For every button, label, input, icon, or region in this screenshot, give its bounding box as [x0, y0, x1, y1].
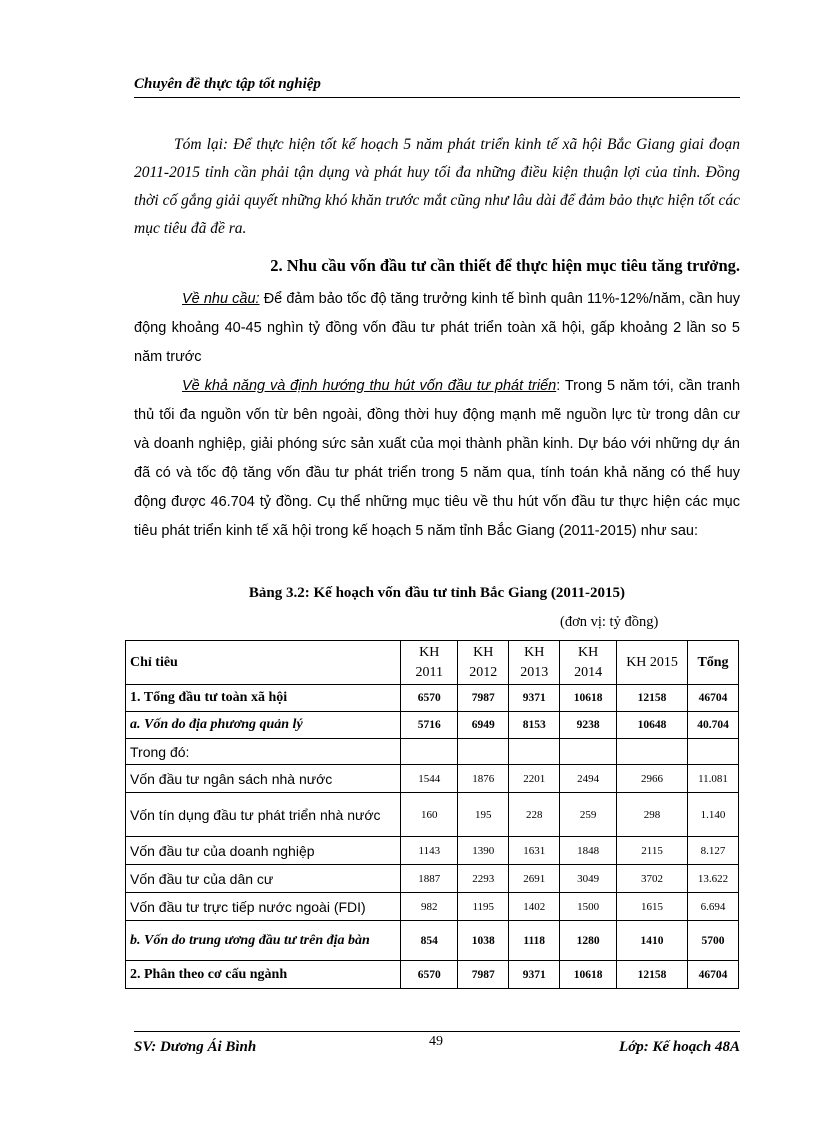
- cell: 6570: [401, 685, 458, 712]
- cell: 1631: [509, 837, 560, 865]
- cell: 13.622: [688, 865, 739, 893]
- cell: [688, 739, 739, 765]
- cell: 2966: [617, 765, 688, 793]
- cell: 2115: [617, 837, 688, 865]
- cell: 1390: [458, 837, 509, 865]
- cell: 1195: [458, 893, 509, 921]
- page-footer: [134, 1031, 740, 1062]
- row-label: 2. Phân theo cơ cấu ngành: [126, 961, 401, 989]
- cell: 1402: [509, 893, 560, 921]
- cell: 1118: [509, 921, 560, 961]
- table-row: [126, 793, 739, 837]
- cell: [458, 739, 509, 765]
- table-row: [126, 865, 739, 893]
- cell: 854: [401, 921, 458, 961]
- cell: 1.140: [688, 793, 739, 837]
- cell: 7987: [458, 685, 509, 712]
- column-header: Chỉ tiêu: [126, 641, 401, 685]
- row-label: Vốn đầu tư ngân sách nhà nước: [126, 765, 401, 793]
- cell: 5700: [688, 921, 739, 961]
- cell: 11.081: [688, 765, 739, 793]
- cell: 12158: [617, 685, 688, 712]
- cell: 3702: [617, 865, 688, 893]
- cell: 982: [401, 893, 458, 921]
- cell: 12158: [617, 961, 688, 989]
- column-header: KH 2011: [401, 641, 458, 685]
- summary-paragraph: [134, 131, 740, 243]
- cell: 3049: [560, 865, 617, 893]
- footer-student: SV: Dương Ái Bình: [134, 1039, 257, 1055]
- cell: 9371: [509, 961, 560, 989]
- page-header: [134, 76, 740, 98]
- investment-table: [125, 640, 739, 989]
- row-label: Trong đó:: [126, 739, 401, 765]
- row-label: Vốn đầu tư của doanh nghiệp: [126, 837, 401, 865]
- row-label: a. Vốn do địa phương quản lý: [126, 712, 401, 739]
- cell: [509, 739, 560, 765]
- cell: 2201: [509, 765, 560, 793]
- cell: 6949: [458, 712, 509, 739]
- cell: 10648: [617, 712, 688, 739]
- cell: [560, 739, 617, 765]
- cell: 1280: [560, 921, 617, 961]
- cell: [401, 739, 458, 765]
- row-label: Vốn đầu tư trực tiếp nước ngoài (FDI): [126, 893, 401, 921]
- column-header: Tổng: [688, 641, 739, 685]
- cell: 2494: [560, 765, 617, 793]
- column-header: KH 2012: [458, 641, 509, 685]
- row-label: b. Vốn do trung ương đầu tư trên địa bàn: [126, 921, 401, 961]
- cell: 298: [617, 793, 688, 837]
- cell: 1887: [401, 865, 458, 893]
- cell: 6570: [401, 961, 458, 989]
- cell: 259: [560, 793, 617, 837]
- table-row: [126, 961, 739, 989]
- table-row: [126, 921, 739, 961]
- row-label: Vốn đầu tư của dân cư: [126, 865, 401, 893]
- section-heading: 2. Nhu cầu vốn đầu tư cần thiết để thực hiện mục tiêu tăng trưởng.: [270, 256, 740, 275]
- demand-lead: Về nhu cầu:: [182, 291, 260, 307]
- cell: 6.694: [688, 893, 739, 921]
- capacity-paragraph: [134, 372, 740, 546]
- cell: 1143: [401, 837, 458, 865]
- table-row: [126, 739, 739, 765]
- cell: 10618: [560, 685, 617, 712]
- table-row: [126, 685, 739, 712]
- capacity-lead: Về khả năng và định hướng thu hút vốn đầu tư phát triển: [182, 378, 557, 394]
- cell: 7987: [458, 961, 509, 989]
- capacity-text: : Trong 5 năm tới, cần tranh thủ tối đa nguồn vốn từ bên ngoài, đồng thời huy động mạnh mẽ nguồn lực từ trong dân cư và doanh nghiệp, giải phóng sức sản xuất của mọi thành phần kinh. Dự báo với những dự án đã có và tốc độ tăng vốn đầu tư phát triển trong 5 năm qua, tính toán khả năng có thể huy động được 46.704 tỷ đồng. Cụ thể những mục tiêu về thu hút vốn đầu tư thực hiện các mục tiêu phát triển kinh tế xã hội trong kế hoạch 5 năm tỉnh Bắc Giang (2011-2015) như sau:: [134, 378, 741, 539]
- header-title: Chuyên đề thực tập tốt nghiệp: [134, 76, 321, 92]
- cell: 9238: [560, 712, 617, 739]
- cell: 1500: [560, 893, 617, 921]
- table-row: [126, 837, 739, 865]
- cell: 5716: [401, 712, 458, 739]
- cell: 160: [401, 793, 458, 837]
- cell: 1615: [617, 893, 688, 921]
- cell: 1410: [617, 921, 688, 961]
- table-unit: (đơn vị: tỷ đồng): [560, 614, 659, 630]
- page-number: 49: [429, 1034, 443, 1049]
- table-title: Bảng 3.2: Kế hoạch vốn đầu tư tỉnh Bắc Giang (2011-2015): [248, 585, 626, 601]
- cell: 8153: [509, 712, 560, 739]
- cell: 8.127: [688, 837, 739, 865]
- cell: 1544: [401, 765, 458, 793]
- cell: 1876: [458, 765, 509, 793]
- cell: 2691: [509, 865, 560, 893]
- column-header: KH 2014: [560, 641, 617, 685]
- summary-text: Để thực hiện tốt kế hoạch 5 năm phát triển kinh tế xã hội Bắc Giang giai đoạn 2011-2015 tỉnh cần phải tận dụng và phát huy tối đa những điều kiện thuận lợi của tỉnh. Đồng thời cố gắng giải quyết những khó khăn trước mắt cũng như lâu dài để đảm bảo thực hiện tốt các mục tiêu đã đề ra.: [134, 136, 740, 237]
- column-header: KH 2013: [509, 641, 560, 685]
- cell: [617, 739, 688, 765]
- cell: 228: [509, 793, 560, 837]
- cell: 1038: [458, 921, 509, 961]
- cell: 10618: [560, 961, 617, 989]
- cell: 9371: [509, 685, 560, 712]
- cell: 46704: [688, 961, 739, 989]
- row-label: 1. Tổng đầu tư toàn xã hội: [126, 685, 401, 712]
- column-header: KH 2015: [617, 641, 688, 685]
- table-header-row: [126, 641, 739, 685]
- table-row: [126, 765, 739, 793]
- table-row: [126, 712, 739, 739]
- demand-text: Để đảm bảo tốc độ tăng trưởng kinh tế bình quân 11%-12%/năm, cần huy động khoảng 40-45 nghìn tỷ đồng vốn đầu tư phát triển toàn xã hội, gấp khoảng 2 lần so 5 năm trước: [134, 291, 740, 365]
- cell: 195: [458, 793, 509, 837]
- demand-paragraph: [134, 285, 740, 372]
- cell: 1848: [560, 837, 617, 865]
- cell: 40.704: [688, 712, 739, 739]
- table-row: [126, 893, 739, 921]
- footer-class: Lớp: Kế hoạch 48A: [619, 1039, 740, 1055]
- cell: 2293: [458, 865, 509, 893]
- row-label: Vốn tín dụng đầu tư phát triển nhà nước: [126, 793, 401, 837]
- cell: 46704: [688, 685, 739, 712]
- summary-lead: Tóm lại:: [174, 136, 229, 153]
